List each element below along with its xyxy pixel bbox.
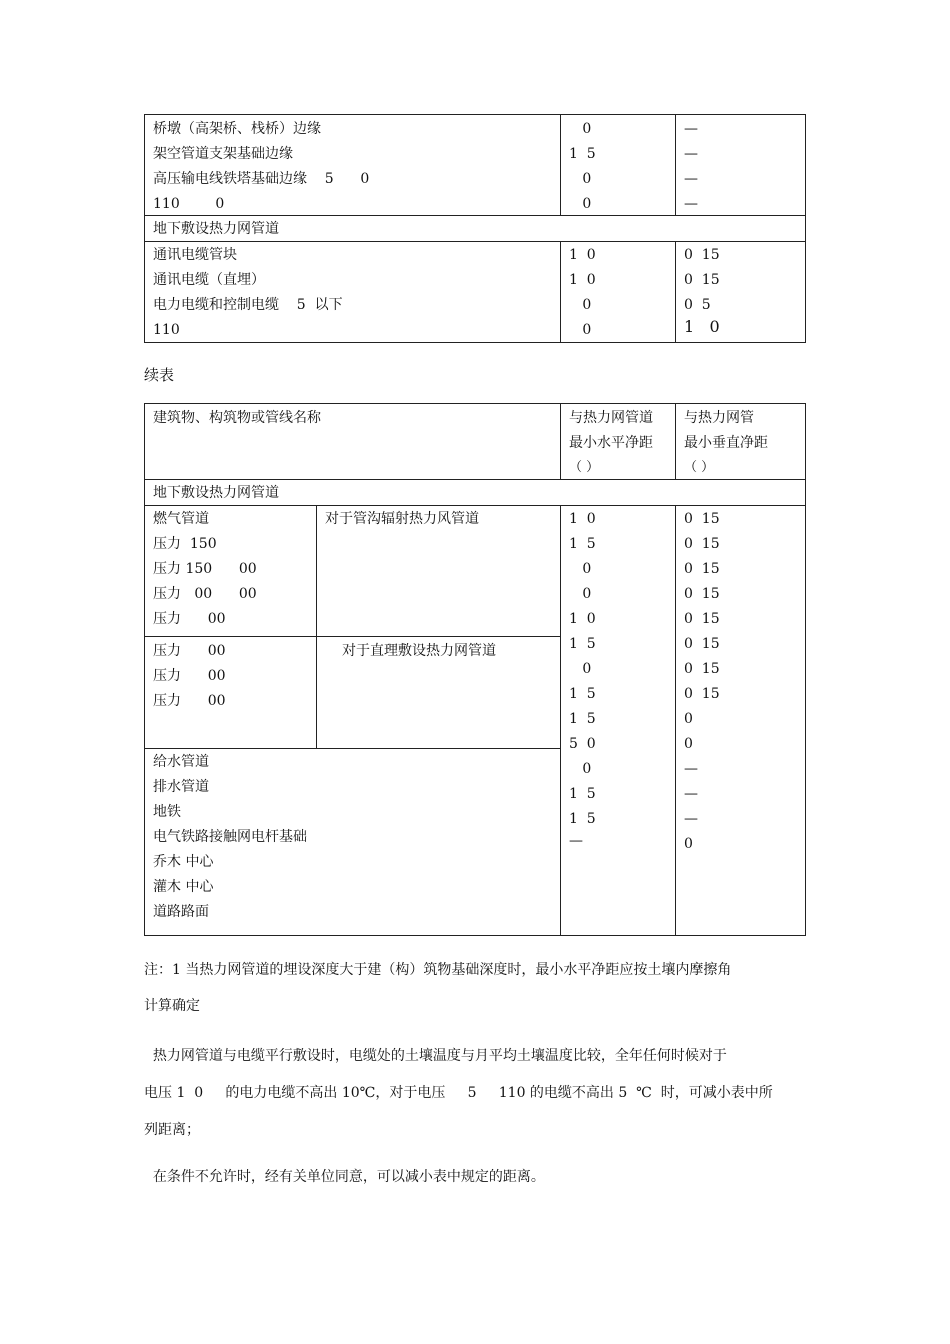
header-h-line3: （ ） [569,460,600,475]
h-distance: 0 [569,121,592,137]
table-row: 压力 00 [153,611,226,627]
h-distance: 0 [569,297,592,313]
gas-label: 燃气管道 [153,511,209,527]
v-distance: 0 15 [684,561,720,577]
table-row: 压力 150 00 [153,561,257,577]
table-row: 给水管道 [153,754,209,770]
table-row: 通讯电缆（直埋） [153,272,265,288]
condition-b: 对于直理敷设热力网管道 [342,643,496,659]
h-distance: 1 5 [569,686,596,702]
table-row: 压力 00 00 [153,586,257,602]
note-2-line-3: 列距离； [144,1122,200,1138]
h-distance: 0 [569,196,592,212]
table-row: 通讯电缆管块 [153,247,237,263]
v-distance: 0 15 [684,511,720,527]
h-distance: 1 0 [569,272,596,288]
table-row: 110 [153,322,180,338]
h-distance: 1 5 [569,811,596,827]
table-row: 压力 150 [153,536,217,552]
table-row: 地铁 [153,804,181,820]
note-3-line-1: 在条件不允许时，经有关单位同意，可以减小表中规定的距离。 [144,1169,545,1185]
h-distance: 1 5 [569,536,596,552]
v-distance: 0 [684,736,693,752]
note-2-line-1: 热力网管道与电缆平行敷设时，电缆处的土壤温度与月平均土壤温度比较，全年任何时候对于 [144,1048,727,1064]
note-1-line-1: 注：1 当热力网管道的埋设深度大于建（构）筑物基础深度时，最小水平净距应按土壤内摩擦角 [144,962,732,978]
note-1-line-2: 计算确定 [144,998,200,1014]
v-distance: — [684,171,698,187]
v-distance: 0 15 [684,536,720,552]
continued-label: 续表 [144,366,175,384]
v-distance: — [684,786,698,802]
h-distance: 0 [569,586,592,602]
h-distance: 0 [569,171,592,187]
header-v-line1: 与热力网管 [684,410,754,426]
v-distance: 0 [684,711,693,727]
table-row: 高压输电线铁塔基础边缘 5 0 [153,171,370,187]
v-distance: 1 0 [684,317,720,336]
h-distance: 0 [569,761,592,777]
table-row: 道路路面 [153,904,209,920]
table-row: 电力电缆和控制电缆 5 以下 [153,297,343,313]
table-row: 桥墩（高架桥、栈桥）边缘 [153,121,321,137]
section-label: 地下敷设热力网管道 [153,485,279,501]
header-h-line1: 与热力网管道 [569,410,653,426]
table-row: 电气铁路接触网电杆基础 [153,829,307,845]
v-distance: — [684,146,698,162]
section-label: 地下敷设热力网管道 [153,221,279,237]
h-distance: 1 0 [569,611,596,627]
table-row: 压力 00 [153,668,226,684]
v-distance: 0 5 [684,297,711,313]
h-distance: 1 5 [569,711,596,727]
table-row: 压力 00 [153,693,226,709]
v-distance: — [684,196,698,212]
h-distance: 5 0 [569,736,596,752]
v-distance: 0 15 [684,247,720,263]
v-distance: — [684,811,698,827]
table-row: 110 0 [153,196,225,212]
h-distance: 0 [569,561,592,577]
v-distance: 0 15 [684,272,720,288]
table-row: 乔木 中心 [153,854,214,870]
header-h-line2: 最小水平净距 [569,435,653,451]
table-row: 灌木 中心 [153,879,214,895]
header-v-line2: 最小垂直净距 [684,435,768,451]
h-distance: 0 [569,322,592,338]
header-name: 建筑物、构筑物或管线名称 [153,410,321,426]
h-distance: — [569,833,583,849]
table-row: 架空管道支架基础边缘 [153,146,293,162]
v-distance: 0 15 [684,686,720,702]
v-distance: — [684,761,698,777]
v-distance: 0 15 [684,611,720,627]
condition-a: 对于管沟辐射热力风管道 [325,511,479,527]
h-distance: 1 5 [569,786,596,802]
v-distance: 0 15 [684,636,720,652]
table-row: 压力 00 [153,643,226,659]
v-distance: 0 15 [684,586,720,602]
v-distance: 0 [684,836,693,852]
h-distance: 0 [569,661,592,677]
h-distance: 1 0 [569,511,596,527]
v-distance: 0 15 [684,661,720,677]
h-distance: 1 5 [569,636,596,652]
v-distance: — [684,121,698,137]
h-distance: 1 5 [569,146,596,162]
header-v-line3: （ ） [684,460,715,475]
table-row: 排水管道 [153,779,209,795]
h-distance: 1 0 [569,247,596,263]
note-2-line-2: 电压 1 0 的电力电缆不高出 10℃，对于电压 5 110 的电缆不高出 5 ℃ 时，可减小表中所 [144,1085,773,1101]
